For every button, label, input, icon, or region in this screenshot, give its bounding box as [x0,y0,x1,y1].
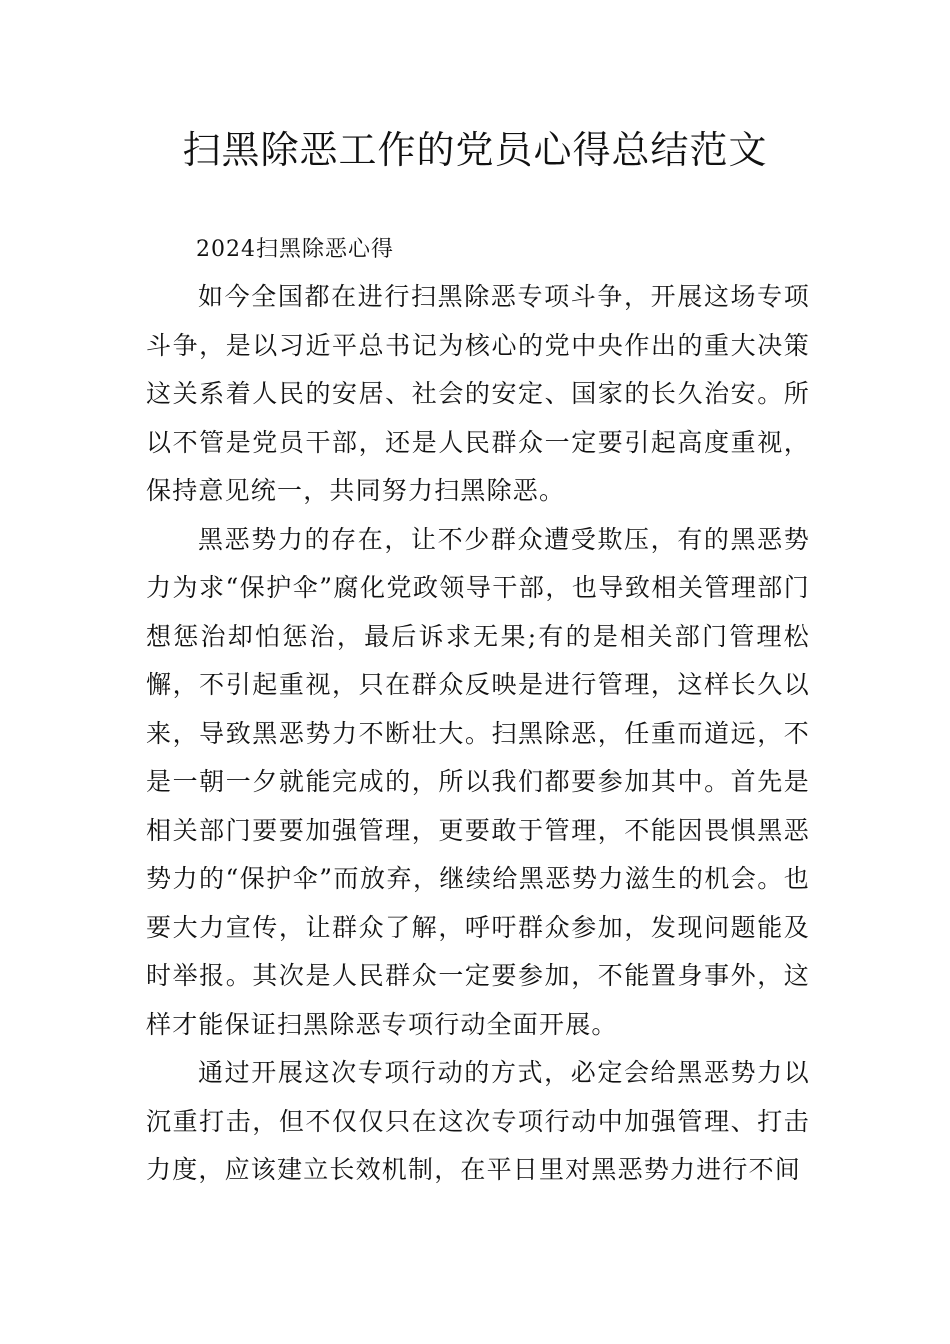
document-body [146,226,810,1195]
document-subtitle: 2024扫黑除恶心得 [196,237,394,262]
paragraph-1: 如今全国都在进行扫黑除恶专项斗争，开展这场专项斗争，是以习近平总书记为核心的党中央作出的重大决策这关系着人民的安居、社会的安定、国家的长久治安。所以不管是党员干部，还是人民群众一定要引起高度重视，保持意见统一，共同努力扫黑除恶。 [146,282,810,505]
paragraph-3: 通过开展这次专项行动的方式，必定会给黑恶势力以沉重打击，但不仅仅只在这次专项行动中加强管理、打击力度，应该建立长效机制，在平日里对黑恶势力进行不间 [146,1058,810,1184]
paragraph-2: 黑恶势力的存在，让不少群众遭受欺压，有的黑恶势力为求“保护伞”腐化党政领导干部，也导致相关管理部门想惩治却怕惩治，最后诉求无果;有的是相关部门管理松懈，不引起重视，只在群众反映是进行管理，这样长久以来，导致黑恶势力不断壮大。扫黑除恶，任重而道远，不是一朝一夕就能完成的，所以我们都要参加其中。首先是相关部门要要加强管理，更要敢于管理，不能因畏惧黑恶势力的“保护伞”而放弃，继续给黑恶势力滋生的机会。也要大力宣传，让群众了解，呼吁群众参加，发现问题能及时举报。其次是人民群众一定要参加，不能置身事外，这样才能保证扫黑除恶专项行动全面开展。 [146,524,810,1039]
document-title: 扫黑除恶工作的党员心得总结范文 [182,128,768,172]
